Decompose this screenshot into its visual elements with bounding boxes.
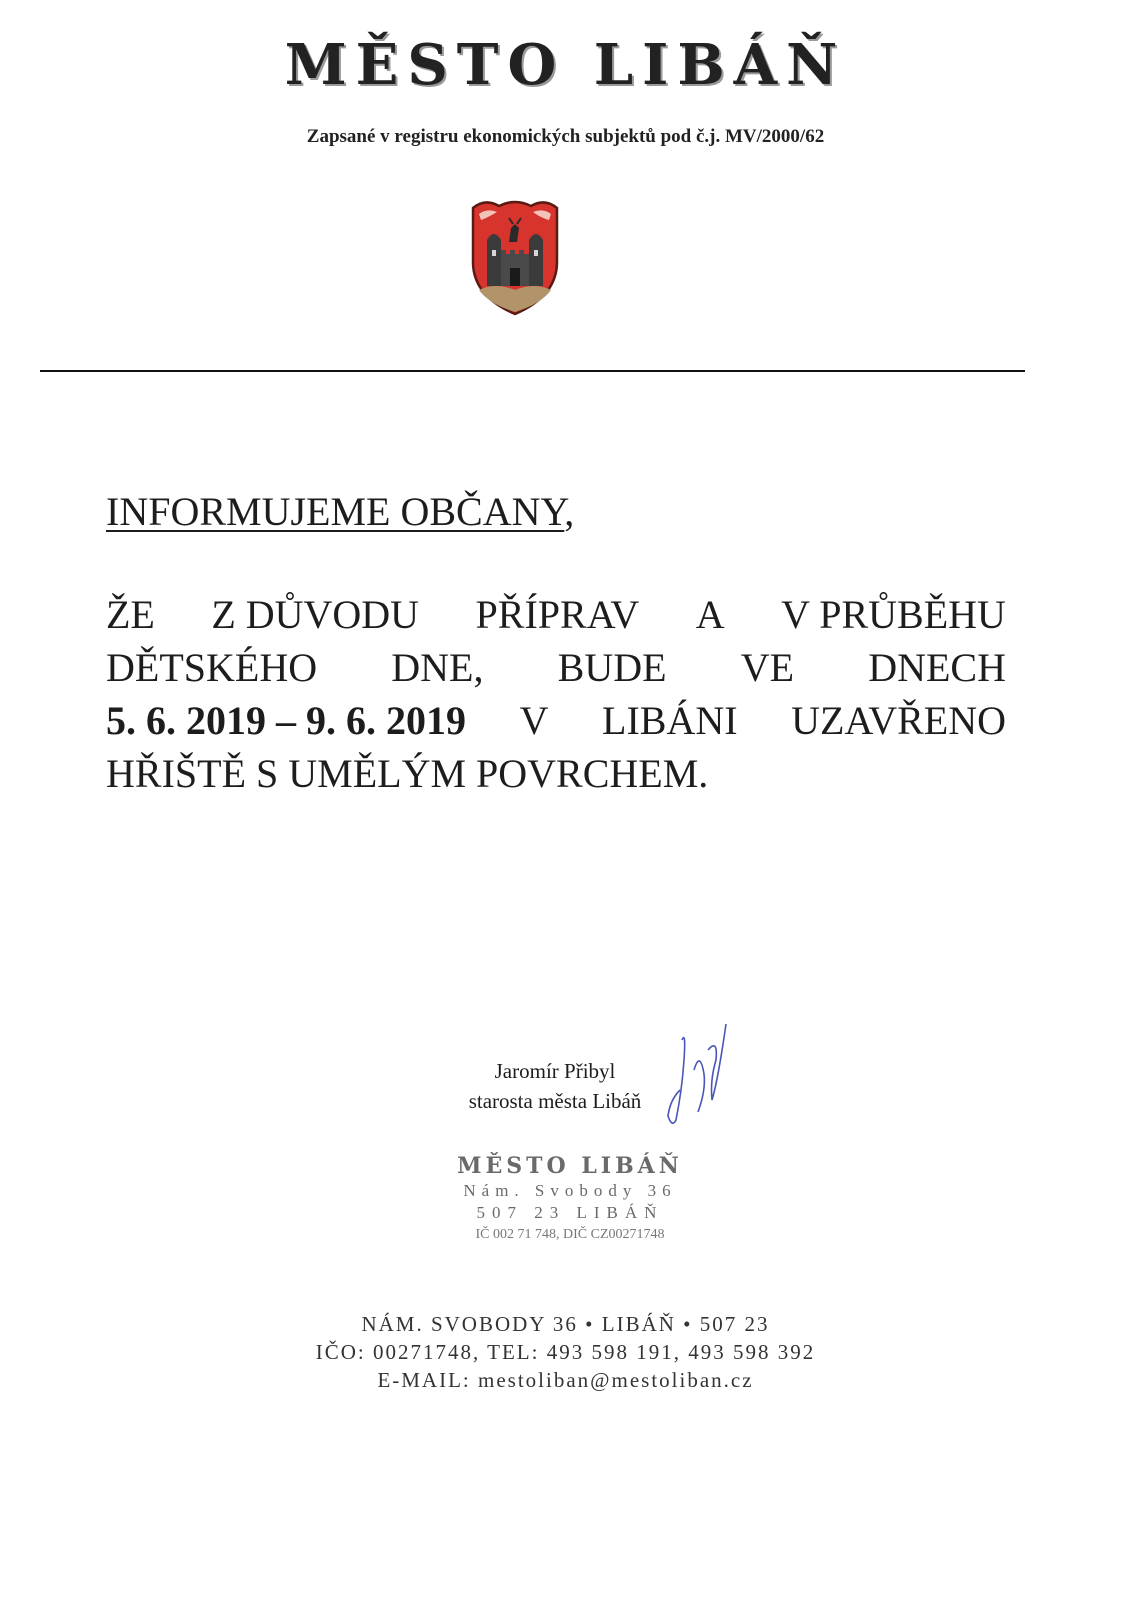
footer-address: NÁM. SVOBODY 36 • LIBÁŇ • 507 23: [361, 1312, 770, 1336]
signatory-block: [440, 1056, 670, 1116]
notice-body: [106, 588, 1006, 800]
footer-contact: [0, 1310, 1131, 1394]
word: DNE,: [391, 645, 484, 690]
word: V: [519, 698, 549, 743]
signatory-name: Jaromír Přibyl: [494, 1059, 616, 1083]
notice-line-4: [106, 747, 1006, 800]
word: Z DŮVODU: [211, 592, 420, 637]
word: UZAVŘENO: [791, 698, 1006, 743]
word: PŘÍPRAV: [475, 592, 640, 637]
stamp-street: Nám. Svobody 36: [463, 1181, 677, 1200]
town-title: MĚSTO LIBÁŇ: [284, 32, 847, 98]
registration-text: Zapsané v registru ekonomických subjektů pod č.j. MV/2000/62: [306, 126, 825, 147]
word: DNECH: [868, 645, 1006, 690]
signatory-role: starosta města Libáň: [468, 1089, 642, 1113]
official-stamp: [420, 1152, 720, 1246]
stamp-city: 507 23 LIBÁŇ: [476, 1203, 664, 1222]
closure-dates: 5. 6. 2019 – 9. 6. 2019: [106, 698, 466, 743]
handwritten-signature: [660, 1020, 740, 1130]
stamp-ids: IČ 002 71 748, DIČ CZ00271748: [475, 1227, 665, 1242]
notice-line-3: [106, 694, 1006, 747]
notice-heading: [106, 488, 574, 536]
word: VE: [740, 645, 795, 690]
footer-phone: IČO: 00271748, TEL: 493 598 191, 493 598 392: [315, 1340, 816, 1364]
word: BUDE: [557, 645, 667, 690]
notice-line-4-text: HŘIŠTĚ S UMĚLÝM POVRCHEM.: [106, 751, 709, 796]
notice-line-2: [106, 641, 1006, 694]
notice-line-1: [106, 588, 1006, 641]
word: ŽE: [106, 592, 155, 637]
coat-of-arms-icon: [465, 198, 565, 316]
word: LIBÁNI: [602, 698, 738, 743]
stamp-title: MĚSTO LIBÁŇ: [457, 1153, 683, 1179]
word: DĚTSKÉHO: [106, 645, 318, 690]
word: V PRŮBĚHU: [781, 592, 1006, 637]
word: A: [695, 592, 725, 637]
footer-email: E-MAIL: mestoliban@mestoliban.cz: [377, 1368, 754, 1392]
header-divider: [40, 370, 1025, 372]
notice-heading-comma: ,: [564, 489, 575, 534]
notice-heading-text: INFORMUJEME OBČANY: [106, 489, 565, 534]
